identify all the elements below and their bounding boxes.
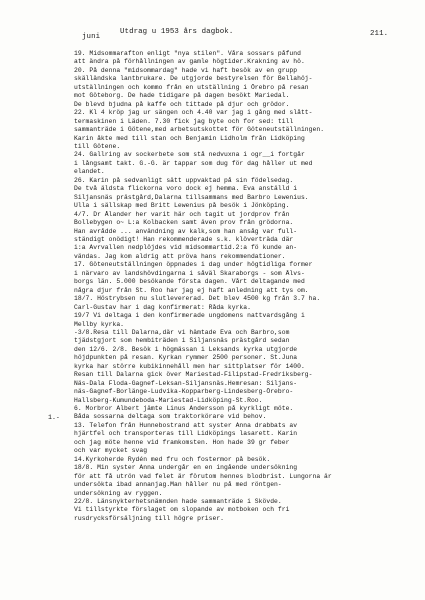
text-line: Båda sossarna deltaga som traktorkörare vid behov.	[74, 413, 267, 421]
text-line: De två äldsta flickorna voro dock ej hemma. Eva anställd i	[74, 185, 298, 193]
text-line: 19/7 Vi deltaga i den konfirmerade ungdomens nattvardsgång i	[74, 312, 305, 320]
text-line: till Götene.	[74, 142, 121, 150]
text-line: undersökning av ryggen.	[74, 489, 163, 497]
text-line: i långsamt takt. G.-G. är tappar som dug för dag håller ut med	[74, 159, 313, 167]
text-line: -3/8.Resa till Dalarna,där vi hämtade Eva och Barbro,som	[74, 328, 290, 336]
text-line: Bollebygen o~ L:a Kolbacken samt även prov från grödorna.	[74, 219, 294, 227]
text-line: termaskinen i Läden. 7.30 fick jag byte och for sed: till	[74, 117, 294, 125]
text-line: kyrka har större kubikinnehåll men har sittplatser för 1400.	[74, 362, 305, 370]
text-line: den 12/6. 2/8. Besök i högmässan i Leksands kyrka utgjorde	[74, 345, 298, 353]
text-line: Karin åkte med till stan och Benjamin Lidholm från Lidköping	[74, 134, 305, 142]
text-line: för att få utrön vad felet är förutom hennes blodbrist. Lungorna är	[74, 472, 332, 480]
text-line: att ändra på förhållningen av gamle högtider.Krakning av hö.	[74, 58, 305, 66]
header-month: juni	[82, 33, 101, 41]
text-line: sammanträde i Götene,med arbetsutskottet för Göteneutställningen.	[74, 126, 325, 134]
text-line: 6. Morbror Albert jämte Linus Andersson på kyrkligt möte.	[74, 405, 294, 413]
text-line: 24. Gallring av sockerbete som stå nedvuxna i ogr__i fortgår	[74, 151, 305, 159]
text-line: Resan till Dalarna gick över Mariestad-Filipstad-Fredriksberg-	[74, 371, 313, 379]
text-line: 22/8. Länsnykterhetsnämnden hade sammanträde i Skövde.	[74, 498, 282, 506]
page-number: 211.	[370, 30, 389, 38]
text-line: och var mycket svag	[74, 447, 148, 455]
text-line: skälländska lantbrukare. De utgjorde bestyrelsen för Bellahöj-	[74, 75, 313, 83]
text-line: 22. Kl 4 kröp jag ur sängen och 4.40 var jag i gång med slått-	[74, 109, 313, 117]
text-line: De blevd bjudna på kaffe och tittade på djur och grödor.	[74, 100, 290, 108]
text-line: i:a Avrvallen nedplöjdes vid midsommartid.2:a fö kunde an-	[74, 244, 298, 252]
text-line: Vi tillstyrkte förslaget om slopande av motboken och fri	[74, 506, 290, 514]
text-line: i närvaro av landshövdingarna i såväl Skaraborgs - som Älvs-	[74, 269, 305, 277]
text-line: vändas. Jag kom aldrig att pröva hans rekommendationer.	[74, 252, 286, 260]
text-line: elandet.	[74, 168, 105, 176]
header-title: Utdrag u 1953 års dagbok.	[120, 28, 234, 36]
text-line: och jag möte henne vid framkomsten. Hon hade 39 gr feber	[74, 438, 290, 446]
text-line: 14.Kyrkoherde Rydén med fru och fostermor på besök.	[74, 455, 271, 463]
text-line: borgs län. 5.000 besökande första dagen. Vårt deltagande med	[74, 278, 305, 286]
text-line: 18/7. Höstrybsen nu slutlevererad. Det blev 4500 kg från 3.7 ha.	[74, 295, 321, 303]
margin-mark: 1.-	[48, 414, 60, 421]
text-line: 20. På denna "midsommardag" hade vi haft besök av en grupp	[74, 66, 298, 74]
text-line: Han avrådde ... användning av kalk,som han ansåg var full-	[74, 227, 298, 235]
text-line: rusdrycksförsäljning till högre priser.	[74, 514, 225, 522]
text-line: Näs-Dala Floda-Gagnef-Leksan-Siljansnäs.Hemresan: Siljans-	[74, 379, 298, 387]
text-line: några djur från St. Roo har jag ej haft anledning att tys om.	[74, 286, 309, 294]
text-line: mot Göteborg. De hade tidigare på dagen besökt Mariedal.	[74, 92, 290, 100]
diary-text	[74, 50, 409, 523]
text-line: Ulla i sällskap med Britt Lewenius på besök i Jönköping.	[74, 202, 290, 210]
text-line: 26. Karin på sedvanligt sätt uppvaktad på sin födelsedag.	[74, 176, 294, 184]
text-line: utställningen och kommo från en utställning i Örebro på resan	[74, 83, 309, 91]
text-line: hjärtfel och transporteras till Lidköpings lasarett. Karin	[74, 430, 298, 438]
text-line: undersökta ibad annanjag.Man håller nu på med röntgen-	[74, 481, 282, 489]
text-line: Carl-Gustav har i dag konfirmerat: Råda kyrka.	[74, 303, 251, 311]
text-line: 13. Telefon från Hunnebostrand att syster Anna drabbats av	[74, 421, 298, 429]
text-line: näs-Gagnef-Borlänge-Ludvika-Kopparberg-Lindesberg-Örebro-	[74, 388, 294, 396]
text-line: Hallsberg-Kumundeboda-Mariestad-Lidköping-St.Roo.	[74, 396, 263, 404]
text-line: 18/8. Min syster Anna undergår en en ingående undersökning	[74, 464, 298, 472]
text-line: 17. Göteneutställningen öppnades i dag under högtidliga former	[74, 261, 313, 269]
text-line: Mellby kyrka.	[74, 320, 125, 328]
text-line: höjdpunkten på resan. Kyrkan rymmer 2500 personer. St.Juna	[74, 354, 298, 362]
text-line: Siljansnäs prästgård,Dalarna tillsammans med Barbro Lewenius.	[74, 193, 309, 201]
text-line: 19. Midsommarafton enligt "nya stilen". Våra sossars påfund	[74, 50, 301, 57]
text-line: tjädstgjort som hembiträden i Siljansnäs prästgård sedan	[74, 337, 290, 345]
text-line: ständigt onödigt! Han rekommenderade s.k. klöverträda där	[74, 235, 294, 243]
text-line: 4/7. Dr Ålander her varit här och tagit ut jordprov från	[74, 210, 290, 218]
